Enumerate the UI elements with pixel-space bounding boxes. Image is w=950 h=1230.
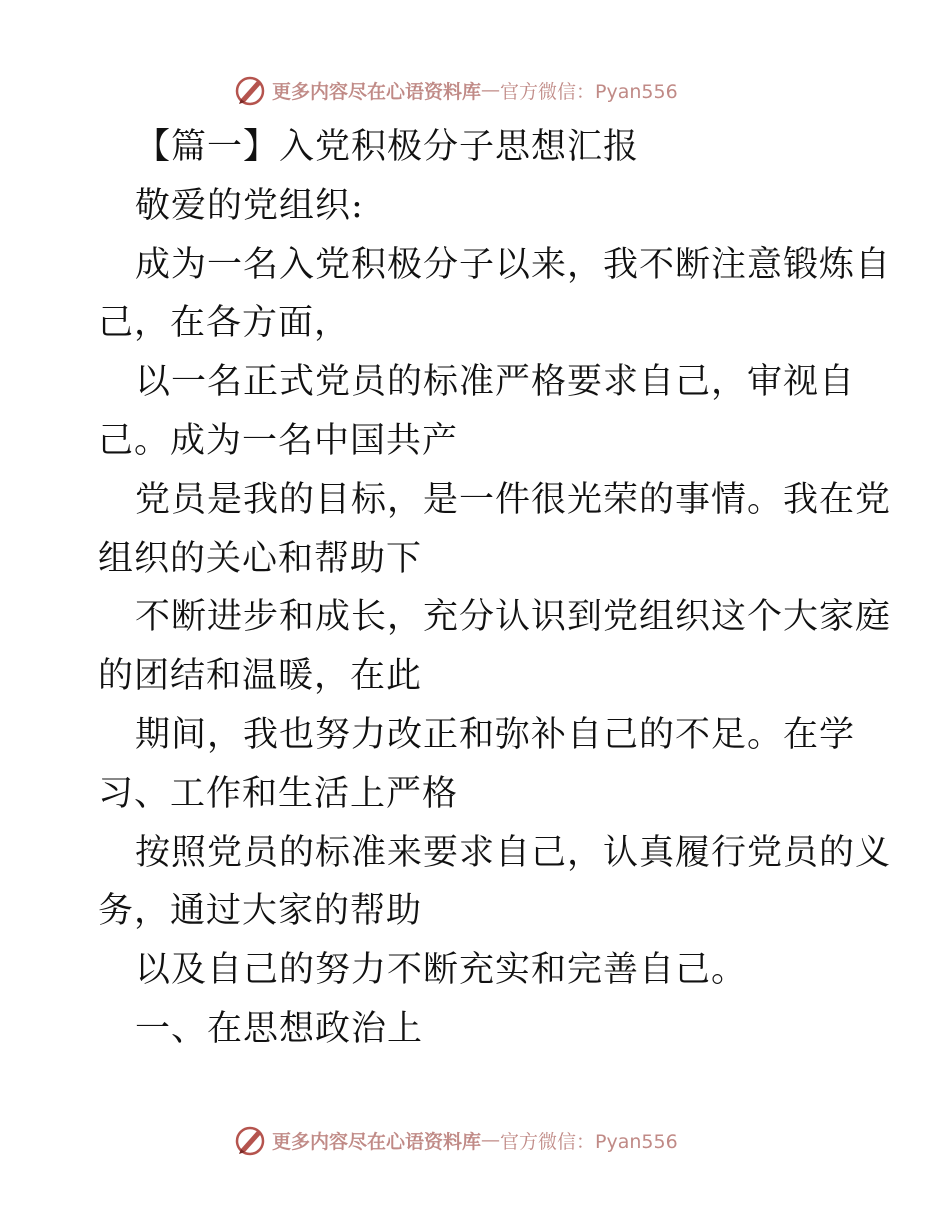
header-watermark xyxy=(232,72,678,108)
text-line: 以及自己的努力不断充实和完善自己。 xyxy=(135,950,748,991)
text-line: 己，在各方面， xyxy=(98,303,351,344)
watermark-main-text: 更多内容尽在心语资料库 xyxy=(272,1130,482,1153)
pen-logo-icon xyxy=(232,72,268,108)
watermark-wechat-text: 官方微信：Pyan556 xyxy=(500,1130,678,1153)
text-line: 不断进步和成长，充分认识到党组织这个大家庭 xyxy=(135,597,892,638)
text-line: 敬爱的党组织: xyxy=(135,185,364,226)
text-line: 按照党员的标准来要求自己，认真履行党员的义 xyxy=(135,832,892,873)
text-line: 务，通过大家的帮助 xyxy=(98,891,423,932)
document-body xyxy=(98,118,892,1059)
footer-watermark xyxy=(232,1122,678,1158)
text-line: 一、在思想政治上 xyxy=(135,1008,424,1049)
text-line: 习、工作和生活上严格 xyxy=(98,773,459,814)
watermark-dash: — xyxy=(481,1129,501,1151)
text-line: 的团结和温暖，在此 xyxy=(98,656,423,697)
watermark-wechat-text: 官方微信：Pyan556 xyxy=(500,80,678,103)
text-line: 组织的关心和帮助下 xyxy=(98,538,423,579)
text-line: 期间，我也努力改正和弥补自己的不足。在学 xyxy=(135,714,856,755)
text-line: 党员是我的目标，是一件很光荣的事情。我在党 xyxy=(135,479,892,520)
pen-logo-icon xyxy=(232,1122,268,1158)
watermark-main-text: 更多内容尽在心语资料库 xyxy=(272,80,482,103)
watermark-dash: — xyxy=(481,79,501,101)
text-line: 以一名正式党员的标准严格要求自己，审视自 xyxy=(135,362,856,403)
text-line: 成为一名入党积极分子以来，我不断注意锻炼自 xyxy=(135,244,892,285)
text-line: 【篇一】入党积极分子思想汇报 xyxy=(135,127,640,167)
text-line: 己。成为一名中国共产 xyxy=(98,420,459,461)
